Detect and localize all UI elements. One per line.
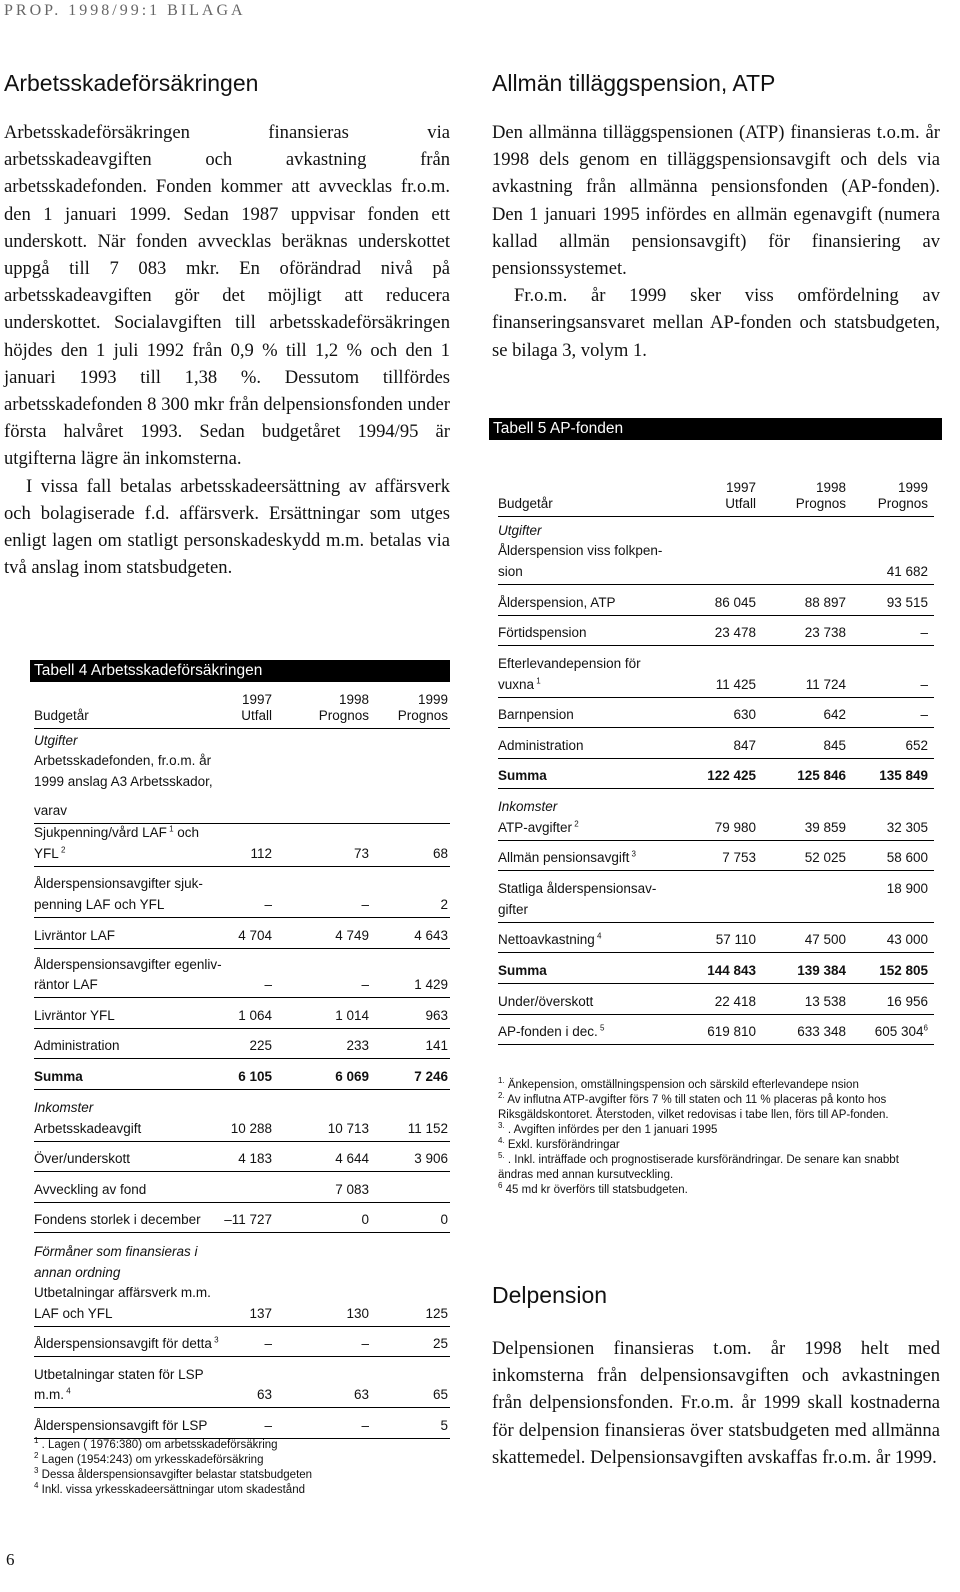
row-label: Inkomster — [34, 1099, 94, 1115]
table-row — [34, 1305, 450, 1327]
row-value: 847 — [733, 738, 756, 753]
table-ap-fonden — [498, 472, 934, 1045]
footnote-text: . Inkl. inträffade och prognostiserade kursförändringar. De senare kan snabbt ändras med annan kursutveckling. — [498, 1154, 899, 1181]
row-label: Administration — [498, 737, 584, 753]
row-value: 4 643 — [414, 928, 448, 943]
row-value: 1 429 — [414, 977, 448, 992]
header-kind: Prognos — [397, 708, 448, 723]
row-label: räntor LAF — [34, 976, 98, 992]
row-label: penning LAF och YFL — [34, 896, 165, 912]
row-value: 58 600 — [886, 850, 928, 865]
row-label: Summa — [34, 1068, 83, 1084]
row-value: 39 859 — [804, 820, 846, 835]
row-value: 1 014 — [335, 1008, 369, 1023]
footnote-number: 5. — [498, 1151, 505, 1161]
document-header: PROP. 1998/99:1 BILAGA — [4, 2, 246, 19]
table-row — [34, 773, 450, 794]
table-row — [498, 1015, 934, 1045]
table-row — [34, 845, 450, 867]
footnote-marker: 6 — [923, 1023, 928, 1033]
footnote-text: . Lagen ( 1976:380) om arbetsskadeförsäkring — [38, 1439, 278, 1451]
footnote-marker: 4 — [594, 931, 602, 940]
footnote — [34, 1453, 450, 1468]
row-label: Administration — [34, 1037, 120, 1053]
paragraph: I vissa fall betalas arbetsskadeersättning av affärsverk och bolagiserade f.d. affärsverk. Ersättningar som utges enligt lagen om statligt personskadeskydd m.m. betalas via två anslag inom statsbudgeten. — [4, 475, 450, 579]
row-label: Livräntor YFL — [34, 1007, 115, 1023]
row-label: Barnpension — [498, 706, 574, 722]
footnote — [34, 1438, 450, 1453]
row-value: – — [361, 977, 369, 992]
row-label: m.m. $^4$ — [34, 1386, 71, 1402]
row-value: 605 $304^6$ — [874, 1023, 928, 1039]
row-label: Utgifter — [498, 522, 542, 538]
row-value: 139 384 — [797, 963, 846, 978]
footnote-text: Exkl. kursförändringar — [504, 1139, 620, 1151]
footnote-marker: 3 — [211, 1335, 219, 1344]
row-value: 3 906 — [414, 1151, 448, 1166]
row-value: 7 246 — [414, 1069, 448, 1084]
header-kind: Prognos — [318, 708, 369, 723]
table-row — [34, 794, 450, 824]
row-value: – — [920, 625, 928, 640]
footnote-marker: 2 — [572, 819, 579, 828]
row-value: 1 064 — [238, 1008, 272, 1023]
table-row — [498, 789, 934, 819]
row-label: YFL $^2$ — [34, 845, 66, 861]
row-label: sion — [498, 563, 523, 579]
footnote-marker: 2 — [58, 845, 66, 854]
row-label: Inkomster — [498, 798, 558, 814]
table-row — [34, 1029, 450, 1059]
footnote-text: . Avgiften infördes per den 1 januari 1995 — [504, 1124, 718, 1136]
row-value: 4 704 — [238, 928, 272, 943]
row-value: 65 — [432, 1387, 448, 1402]
row-value: 11 724 — [805, 677, 846, 692]
row-value: 630 — [733, 707, 756, 722]
footnote-number: 6 — [498, 1181, 503, 1191]
row-value: 63 — [256, 1387, 272, 1402]
row-value: 22 418 — [714, 994, 756, 1009]
row-value: 10 713 — [327, 1121, 369, 1136]
paragraph: Den allmänna tilläggspensionen (ATP) finansieras t.o.m. år 1998 dels genom en tilläggspensionsavgift och dels via avkastning från allmänna pensionsfonden (AP-fonden). Den 1 januari 1995 infördes en allmän egenavgift (numera kallad allmän pensionsavgift) för finansiering av pensionssystemet. — [492, 122, 940, 280]
header-year: 1997 — [725, 480, 756, 495]
row-value: 7 753 — [722, 850, 756, 865]
row-label: Utbetalningar staten för LSP — [34, 1366, 204, 1382]
row-value: 13 538 — [804, 994, 846, 1009]
table-title: Tabell 4 Arbetsskadeförsäkringen — [30, 660, 450, 682]
row-value: 93 515 — [886, 595, 928, 610]
atp-body — [492, 119, 940, 364]
header-kind: Utfall — [725, 496, 756, 511]
footnote-number: 3 — [34, 1466, 39, 1476]
row-value: 122 425 — [707, 768, 756, 783]
row-value: 6 105 — [238, 1069, 272, 1084]
footnote — [498, 1153, 934, 1183]
row-label: Utbetalningar affärsverk m.m. — [34, 1284, 211, 1300]
row-label: annan ordning — [34, 1264, 121, 1280]
row-value: 7 083 — [335, 1182, 369, 1197]
table-row — [498, 728, 934, 759]
table-row — [34, 1142, 450, 1172]
row-label: varav — [34, 802, 68, 818]
row-value: 652 — [905, 738, 928, 753]
row-value: 233 — [346, 1038, 369, 1053]
row-value: – — [264, 1418, 272, 1433]
row-value: 23 478 — [714, 625, 756, 640]
table-row — [498, 819, 934, 841]
row-value: 79 980 — [714, 820, 756, 835]
table-row — [34, 1357, 450, 1387]
row-value: 4 749 — [335, 928, 369, 943]
table-header — [34, 684, 450, 729]
row-value: 88 897 — [804, 595, 846, 610]
table-row — [34, 896, 450, 918]
row-value: 57 110 — [715, 932, 756, 947]
row-value: 845 — [823, 738, 846, 753]
row-value: 68 — [432, 846, 448, 861]
table-row — [34, 1285, 450, 1305]
row-label: vuxna $^1$ — [498, 676, 541, 692]
footnote-marker: 1 — [166, 824, 174, 833]
table-title: Tabell 5 AP-fonden — [489, 418, 942, 440]
table-row — [34, 949, 450, 977]
table-row — [498, 923, 934, 953]
table-row — [498, 871, 934, 901]
footnote-number: 2 — [34, 1451, 39, 1461]
page-number: 6 — [6, 1550, 15, 1569]
table-row — [34, 729, 450, 753]
table-row — [498, 517, 934, 543]
row-label: Ålderspension, ATP — [498, 594, 616, 610]
row-value: –11 727 — [224, 1212, 272, 1227]
row-value: 0 — [440, 1212, 448, 1227]
footnote-text: Inkl. vissa yrkesskadeersättningar utom skadestånd — [38, 1484, 305, 1496]
row-value: 4 183 — [238, 1151, 272, 1166]
row-value: 6 069 — [335, 1069, 369, 1084]
table-footnotes — [498, 1078, 934, 1198]
footnote-number: 4 — [34, 1481, 39, 1491]
footnote — [498, 1078, 934, 1093]
table-row — [498, 841, 934, 871]
footnote-number: 1 — [34, 1436, 39, 1446]
row-value: – — [361, 1418, 369, 1433]
row-label: Förmåner som finansieras i — [34, 1243, 198, 1259]
footnote-number: 3. — [498, 1121, 505, 1131]
header-year: 1999 — [897, 480, 928, 495]
row-value: 5 — [440, 1418, 448, 1433]
footnote — [34, 1468, 450, 1483]
table-row — [34, 1387, 450, 1408]
footnote — [498, 1093, 934, 1123]
row-value: 152 805 — [879, 963, 928, 978]
table-footnotes — [34, 1438, 450, 1498]
footnote-number: 2. — [498, 1091, 505, 1101]
row-label: Sjukpenning/vård LAF $^1$ och — [34, 824, 200, 840]
footnote — [498, 1138, 934, 1153]
row-value: 25 — [432, 1336, 448, 1351]
table-row — [34, 1172, 450, 1203]
row-value: 633 348 — [797, 1024, 846, 1039]
row-label: Ålderspensionsavgift för LSP — [34, 1417, 208, 1433]
table-row — [498, 901, 934, 923]
section-title-delpension: Delpension — [492, 1282, 608, 1308]
header-year: 1997 — [241, 692, 272, 707]
header-year: 1999 — [417, 692, 448, 707]
row-value: 86 045 — [714, 595, 756, 610]
table-row — [34, 1203, 450, 1233]
row-value: 130 — [346, 1306, 369, 1321]
footnote-marker: 1 — [534, 676, 541, 685]
row-value: – — [264, 977, 272, 992]
row-value: 73 — [353, 846, 369, 861]
footnote — [34, 1483, 450, 1498]
row-label: gifter — [498, 901, 529, 917]
row-value: 642 — [823, 707, 846, 722]
footnote-text: Änkepension, omställningspension och särskild efterlevandepe nsion — [504, 1079, 859, 1091]
row-label: Under/överskott — [498, 993, 594, 1009]
footnote-marker: 3 — [629, 849, 636, 858]
header-year: 1998 — [815, 480, 846, 495]
row-value: 10 288 — [230, 1121, 272, 1136]
row-value: 23 738 — [804, 625, 846, 640]
paragraph: Fr.o.m. år 1999 sker viss omfördelning av finanseringsansvaret mellan AP-fonden och statsbudgeten, se bilaga 3, volym 1. — [492, 285, 940, 361]
row-value: 619 810 — [707, 1024, 756, 1039]
header-year: 1998 — [338, 692, 369, 707]
row-value: 18 900 — [886, 881, 928, 896]
table-row — [498, 676, 934, 698]
header-kind: Utfall — [241, 708, 272, 723]
table-row — [498, 585, 934, 616]
row-value: 32 305 — [886, 820, 928, 835]
row-value: 125 — [425, 1306, 448, 1321]
row-label: Statliga ålderspensionsav- — [498, 880, 657, 896]
row-value: – — [920, 677, 928, 692]
header-kind: Prognos — [795, 496, 846, 511]
row-label: Avveckling av fond — [34, 1181, 147, 1197]
table-row — [498, 759, 934, 789]
row-value: 16 956 — [886, 994, 928, 1009]
footnote-text: Av influtna ATP-avgifter förs 7 % till staten och 11 % placeras på konto hos Riksgäldskontoret. Återstoden, vilket redovisas i tabe llen, förs till AP-fonden. — [498, 1094, 889, 1121]
table-row — [34, 753, 450, 773]
row-label: 1999 anslag A3 Arbetsskador, — [34, 773, 213, 789]
row-value: 141 — [425, 1038, 448, 1053]
section-title-arbetsskada: Arbetsskadeförsäkringen — [4, 70, 259, 96]
table-header — [498, 472, 934, 517]
row-value: 43 000 — [886, 932, 928, 947]
row-value: – — [361, 897, 369, 912]
row-value: 11 425 — [715, 677, 756, 692]
row-value: 2 — [440, 897, 448, 912]
footnote — [498, 1123, 934, 1138]
table-row — [498, 646, 934, 676]
table-row — [34, 1059, 450, 1090]
paragraph: Arbetsskadeförsäkringen finansieras via arbetsskadeavgiften och avkastning från arbetsskadefonden. Fonden kommer att avvecklas fr.o.m. den 1 januari 1999. Sedan 1987 uppvisar fonden ett underskott. När fonden avvecklas beräknas underskottet uppgå till 7 083 mkr. En oförändrad nivå på arbetsskadeavgiften gör det möjligt att reducera underskottet. Socialavgiften till arbetsskadeförsäkringen höjdes den 1 juli 1992 från 0,9 % till 1,2 % och den 1 januari 1993 till 1,38 %. Dessutom tillfördes arbetsskadefonden 8 300 mkr från delpensionsfonden under första halvåret 1993. Sedan budgetåret 1994/95 är utgifterna lägre än inkomsterna. — [4, 122, 450, 470]
row-label: Fondens storlek i december — [34, 1211, 201, 1227]
header-budgetar: Budgetår — [34, 708, 89, 723]
row-label: Allmän pensionsavgift $^3$ — [498, 849, 636, 865]
row-label: Ålderspensionsavgift för detta $^3$ — [34, 1335, 219, 1351]
table-row — [34, 1327, 450, 1357]
row-value: 144 843 — [707, 963, 756, 978]
row-label: Arbetsskadeavgift — [34, 1120, 142, 1136]
row-value: 112 — [250, 846, 272, 861]
row-value: – — [361, 1336, 369, 1351]
row-value: 125 846 — [797, 768, 846, 783]
footnote-marker: 5 — [597, 1023, 605, 1032]
table-row — [498, 984, 934, 1015]
row-value: 41 682 — [886, 564, 928, 579]
table-row — [498, 953, 934, 984]
table-row — [34, 977, 450, 998]
row-label: Utgifter — [34, 732, 78, 748]
row-label: Ålderspensionsavgifter sjuk- — [34, 875, 203, 891]
table-row — [34, 998, 450, 1029]
row-value: 4 644 — [335, 1151, 369, 1166]
table-row — [34, 824, 450, 845]
arbetsskada-body — [4, 119, 450, 581]
row-label: Över/underskott — [34, 1150, 131, 1166]
row-label: Ålderspensionsavgifter egenliv- — [34, 956, 222, 972]
row-label: Arbetsskadefonden, fr.o.m. år — [34, 752, 212, 768]
row-label: Ålderspension viss folkpen- — [498, 542, 663, 558]
table-row — [34, 1120, 450, 1142]
header-budgetar: Budgetår — [498, 496, 553, 511]
table-row — [498, 563, 934, 585]
row-value: 963 — [425, 1008, 448, 1023]
table-row — [34, 918, 450, 949]
table-row — [34, 1408, 450, 1439]
row-value: 0 — [361, 1212, 369, 1227]
footnote — [498, 1183, 934, 1198]
row-label: AP-fonden i dec. $^5$ — [498, 1023, 605, 1039]
row-value: 135 849 — [879, 768, 928, 783]
header-kind: Prognos — [877, 496, 928, 511]
delpension-body — [492, 1335, 940, 1471]
table-row — [498, 543, 934, 563]
row-value: – — [920, 707, 928, 722]
footnote-text: Lagen (1954:243) om yrkesskadeförsäkring — [38, 1454, 264, 1466]
row-label: Summa — [498, 767, 547, 783]
table-row — [498, 616, 934, 646]
footnote-marker: 4 — [64, 1386, 71, 1395]
footnote-text: 45 md kr överförs till statsbudgeten. — [502, 1184, 688, 1196]
row-value: – — [264, 1336, 272, 1351]
footnote-number: 1. — [498, 1076, 505, 1086]
row-label: Nettoavkastning $^4$ — [498, 931, 602, 947]
row-label: ATP-avgifter $^2$ — [498, 819, 579, 835]
row-value: 137 — [249, 1306, 272, 1321]
table-arbetsskada — [34, 684, 450, 1439]
footnote-number: 4. — [498, 1136, 505, 1146]
row-value: 47 500 — [804, 932, 846, 947]
row-value: – — [264, 897, 272, 912]
table-row — [34, 867, 450, 896]
row-value: 52 025 — [804, 850, 846, 865]
row-label: Summa — [498, 962, 547, 978]
row-label: Efterlevandepension för — [498, 655, 641, 671]
row-value: 225 — [249, 1038, 272, 1053]
row-value: 63 — [353, 1387, 369, 1402]
paragraph: Delpensionen finansieras t.om. år 1998 helt med inkomsterna från delpensionsavgiften och avkastningen från delpensionsfonden. Fr.o.m. år 1999 skall kostnaderna för delpension finansieras över statsbudgeten med allmänna skattemedel. Delpensionsavgiften avskaffas fr.o.m. år 1999. — [492, 1338, 940, 1468]
table-row — [34, 1233, 450, 1264]
footnote-text: Dessa ålderspensionsavgifter belastar statsbudgeten — [38, 1469, 313, 1481]
table-row — [34, 1090, 450, 1120]
table-row — [498, 698, 934, 728]
row-value: 11 152 — [407, 1121, 448, 1136]
row-label: Livräntor LAF — [34, 927, 116, 943]
row-label: LAF och YFL — [34, 1305, 113, 1321]
row-label: Förtidspension — [498, 624, 587, 640]
section-title-atp: Allmän tilläggspension, ATP — [492, 70, 776, 96]
